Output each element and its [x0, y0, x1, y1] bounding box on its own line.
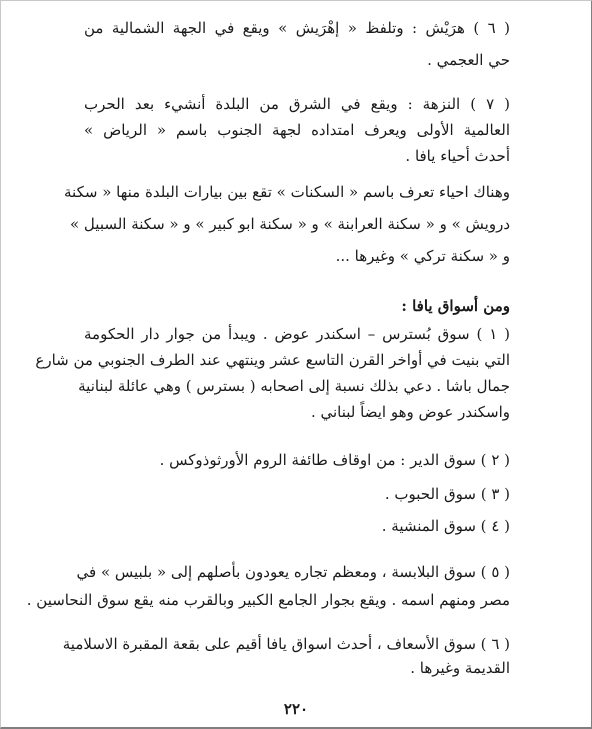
- text-line: ( ٤ ) سوق المنشية .: [381, 517, 510, 535]
- text-line: ( ١ ) سوق بُسترس – اسكندر عوض . ويبدأ من جوار دار الحكومة: [84, 325, 511, 343]
- page-number: ٢٢٠: [283, 700, 309, 718]
- text-line: وهناك احياء تعرف باسم « السكنات » تقع بين بيارات البلدة منها « سكنة: [64, 183, 510, 201]
- text-line: القديمة وغيرها .: [410, 659, 510, 677]
- text-line: و « سكنة تركي » وغيرها ...: [335, 247, 510, 265]
- text-line: حي العجمي .: [427, 51, 510, 69]
- section-heading: ومن أسواق يافا :: [401, 297, 510, 315]
- text-line: درويش » و « سكنة العرابنة » و « سكنة ابو كبير » و « سكنة السبيل »: [69, 215, 510, 233]
- text-line: جمال باشا . دعي بذلك نسبة إلى اصحابه ( بسترس ) وهي عائلة لبنانية: [78, 377, 510, 395]
- text-line: ( ٦ ) هرَيْش : وتلفظ « إهْرَيش » ويقع في الجهة الشمالية من: [84, 19, 510, 37]
- text-line: أحدث أحياء يافا .: [405, 147, 510, 165]
- text-line: ( ٢ ) سوق الدير : من اوقاف طائفة الروم الأورثوذوكس .: [159, 451, 510, 469]
- text-line: مصر ومنهم اسمه . ويقع بجوار الجامع الكبير وبالقرب منه يقع سوق النحاسين .: [26, 591, 510, 609]
- text-line: ( ٦ ) سوق الأسعاف ، أحدث اسواق يافا أقيم على بقعة المقبرة الاسلامية: [62, 635, 510, 653]
- text-line: ( ٣ ) سوق الحبوب .: [384, 485, 510, 503]
- document-page: [26, 0, 511, 728]
- text-line: ( ٥ ) سوق البلابسة ، ومعظم تجاره يعودون بأصلهم إلى « بلبيس » في: [76, 563, 510, 581]
- text-line: ( ٧ ) النزهة : ويقع في الشرق من البلدة أنشيء بعد الحرب: [84, 95, 510, 113]
- text-line: واسكندر عوض وهو ايضاً لبناني .: [310, 403, 510, 421]
- text-line: العالمية الأولى ويعرف امتداده لجهة الجنوب باسم « الرياض »: [84, 121, 510, 139]
- text-line: التي بنيت في أواخر القرن التاسع عشر وينتهي عند الطرف الجنوبي من شارع: [35, 351, 510, 369]
